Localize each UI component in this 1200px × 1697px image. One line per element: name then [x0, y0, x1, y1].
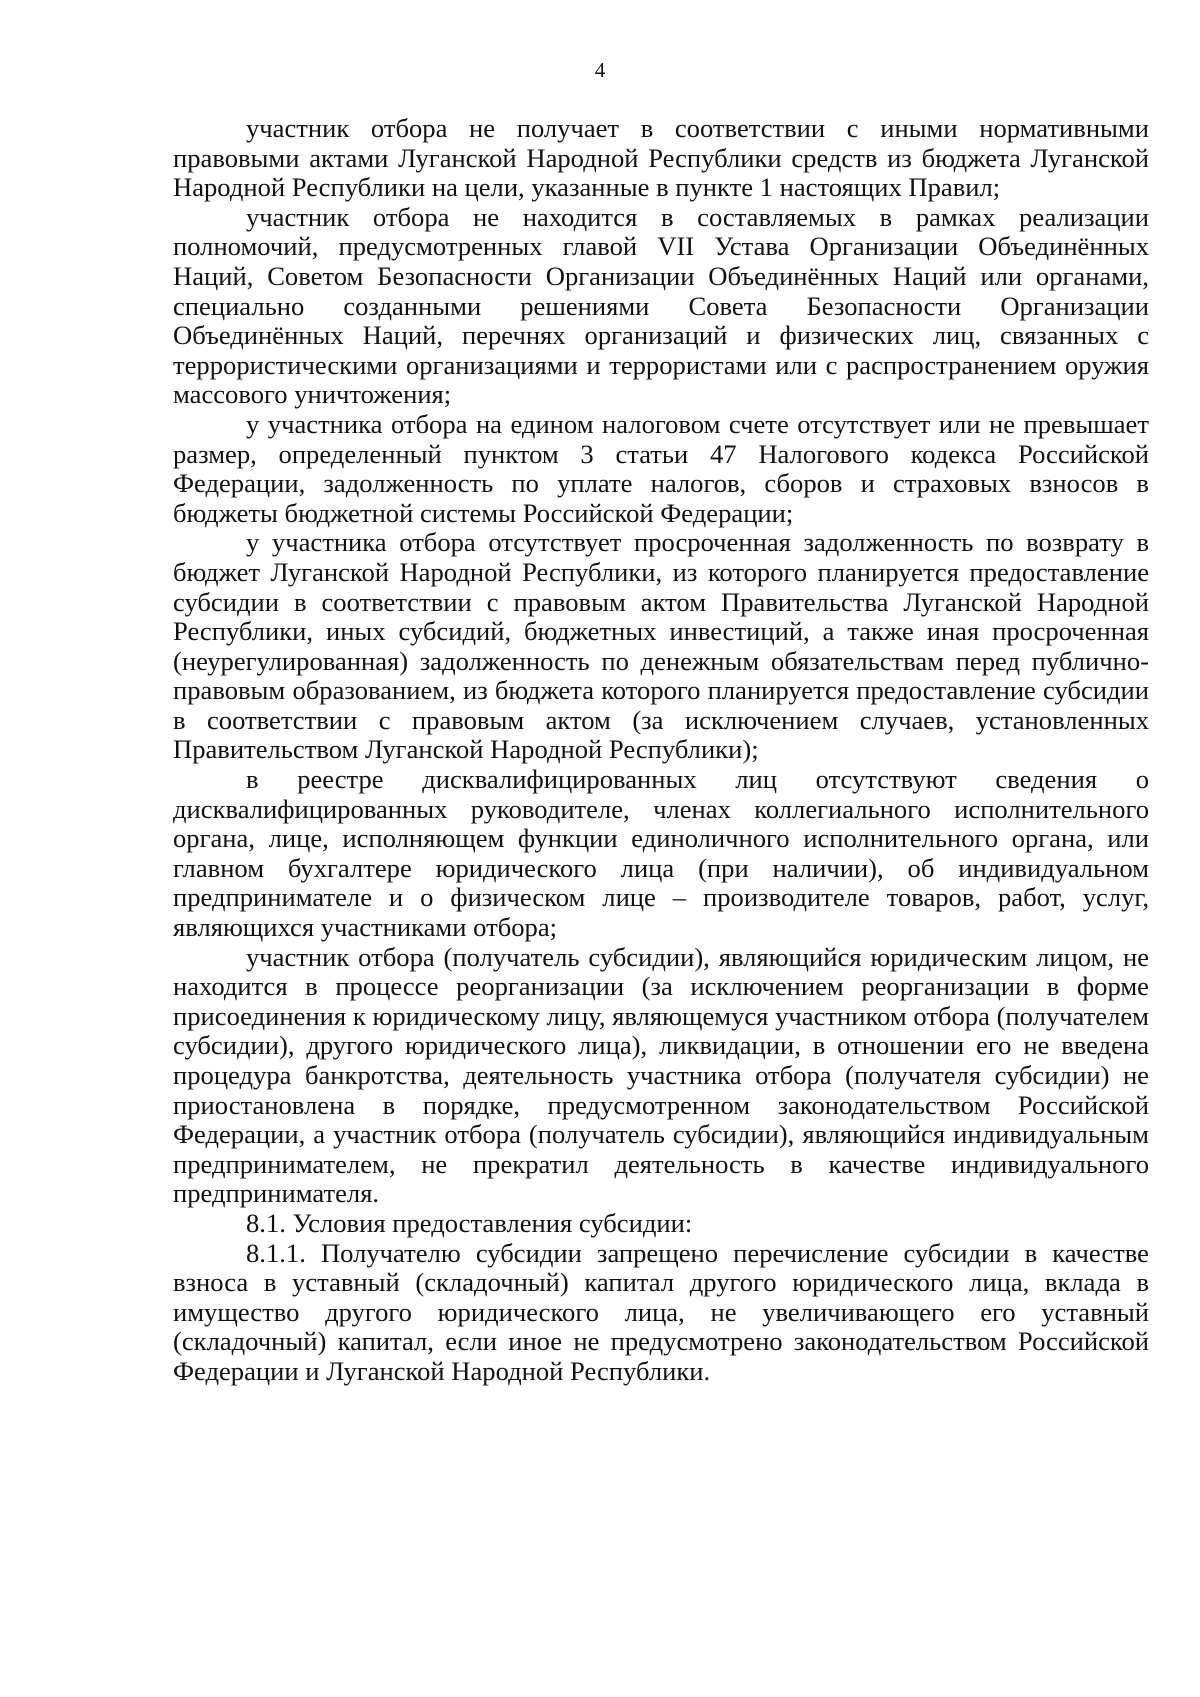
- paragraph-no-other-budget-funds: участник отбора не получает в соответствии с иными нормативными правовыми актами Луганской Народной Республики средств из бюджета Луганской Народной Республики на цели, указанные в пункте 1 настоящих Правил;: [173, 113, 1149, 203]
- page-number: 4: [594, 58, 606, 82]
- paragraph-no-tax-debt: у участника отбора на едином налоговом счете отсутствует или не превышает размер, определенный пунктом 3 статьи 47 Налогового кодекса Российской Федерации, задолженность по уплате налогов, сборов и страховых взносов в бюджеты бюджетной системы Российской Федерации;: [173, 408, 1149, 528]
- section-heading-subsidy-conditions: 8.1. Условия предоставления субсидии:: [246, 1207, 693, 1238]
- paragraph-not-in-un-sanctions-lists: участник отбора не находится в составляемых в рамках реализации полномочий, предусмотренных главой VII Устава Организации Объединённых Наций, Советом Безопасности Организации Объединённых Наций или органами, специально созданными решениями Совета Безопасности Организации Объединённых Наций, перечнях организаций и физических лиц, связанных с террористическими организациями и террористами или с распространением оружия массового уничтожения;: [173, 201, 1149, 410]
- document-body: [173, 114, 1149, 1387]
- paragraph-no-reorganization-bankruptcy: участник отбора (получатель субсидии), являющийся юридическим лицом, не находится в процессе реорганизации (за исключением реорганизации в форме присоединения к юридическому лицу, являющемуся участником отбора (получателем субсидии), другого юридического лица), ликвидации, в отношении его не введена процедура банкротства, деятельность участника отбора (получателя субсидии) не приостановлена в порядке, предусмотренном законодательством Российской Федерации, а участник отбора (получатель субсидии), являющийся индивидуальным предпринимателем, не прекратил деятельность в качестве индивидуального предпринимателя.: [173, 941, 1149, 1209]
- paragraph-no-overdue-budget-debt: у участника отбора отсутствует просроченная задолженность по возврату в бюджет Луганской Народной Республики, из которого планируется предоставление субсидии в соответствии с правовым актом Правительства Луганской Народной Республики, иных субсидий, бюджетных инвестиций, а также иная просроченная (неурегулированная) задолженность по денежным обязательствам перед публично-правовым образованием, из бюджета которого планируется предоставление субсидии в соответствии с правовым актом (за исключением случаев, установленных Правительством Луганской Народной Республики);: [173, 527, 1149, 765]
- paragraph-no-disqualified-persons: в реестре дисквалифицированных лиц отсутствуют сведения о дисквалифицированных руководителе, членах коллегиального исполнительного органа, лице, исполняющем функции единоличного исполнительного органа, или главном бухгалтере юридического лица (при наличии), об индивидуальном предпринимателе и о физическом лице – производителе товаров, работ, услуг, являющихся участниками отбора;: [173, 764, 1149, 943]
- paragraph-subsidy-transfer-prohibited: 8.1.1. Получателю субсидии запрещено перечисление субсидии в качестве взноса в уставный (складочный) капитал другого юридического лица, вклада в имущество другого юридического лица, не увеличивающего его уставный (складочный) капитал, если иное не предусмотрено законодательством Российской Федерации и Луганской Народной Республики.: [173, 1237, 1149, 1386]
